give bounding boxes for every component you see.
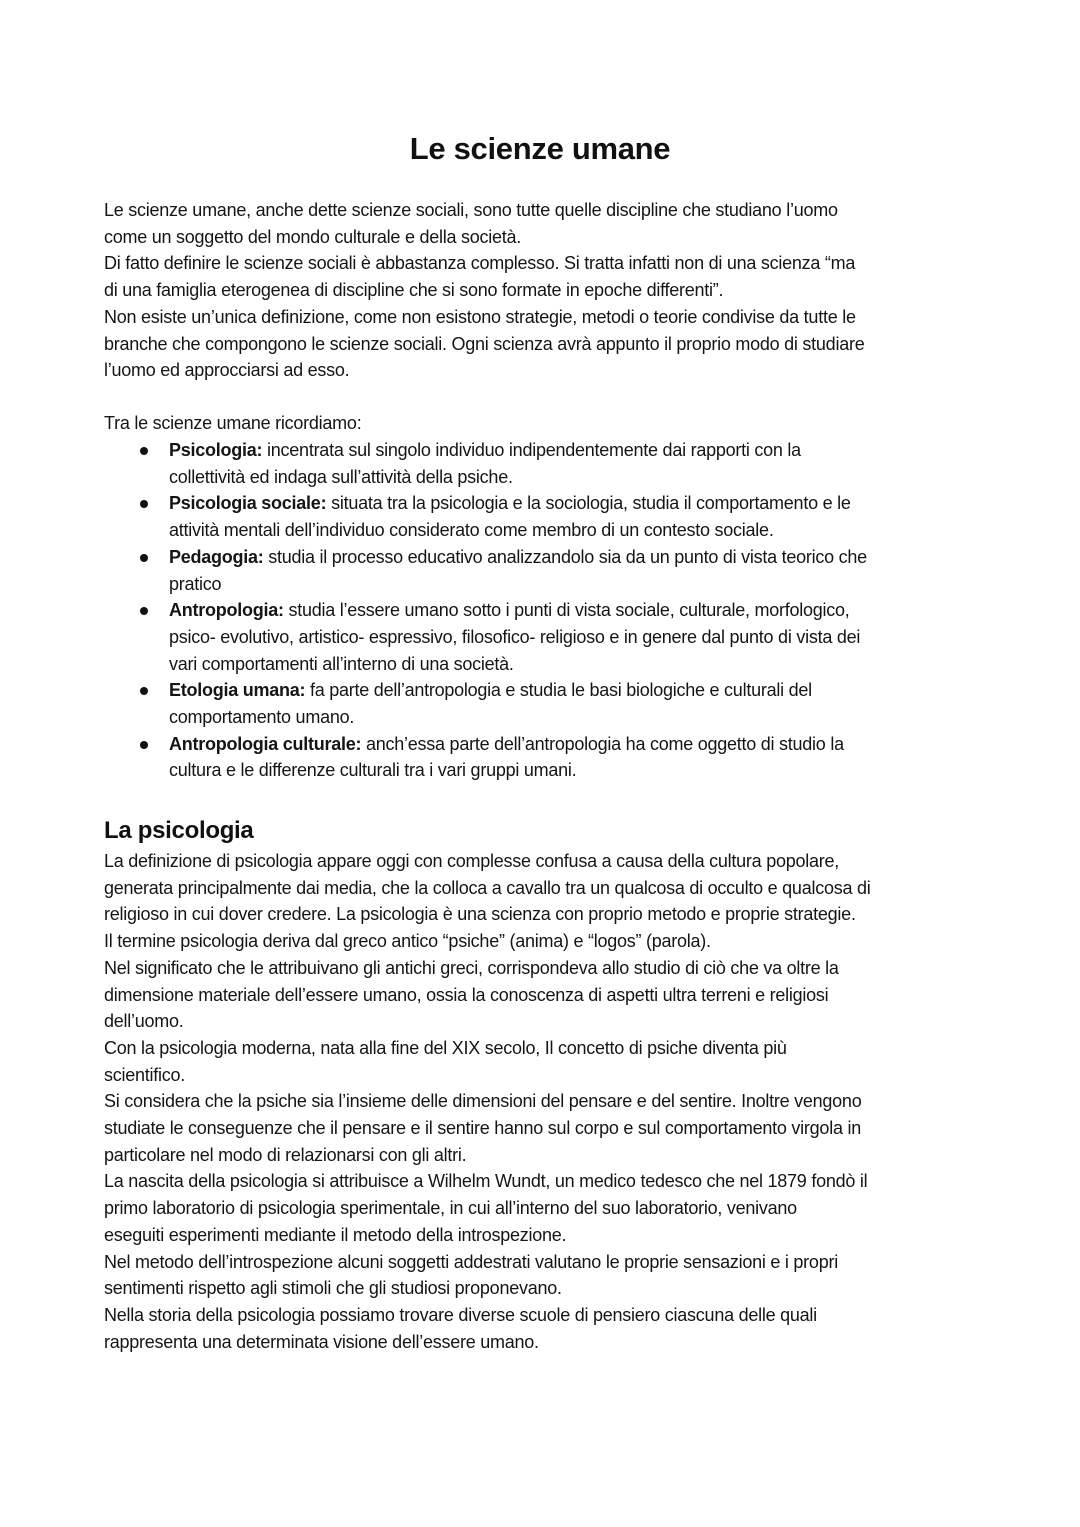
bullet-icon: [140, 554, 148, 562]
list-item: [104, 544, 984, 597]
text-line: Con la psicologia moderna, nata alla fine del XIX secolo, Il concetto di psiche diventa più: [104, 1037, 787, 1058]
text-line: dimensione materiale dell’essere umano, ossia la conoscenza di aspetti ultra terreni e religiosi: [104, 984, 829, 1005]
definition-text: pratico: [169, 573, 222, 594]
bullet-icon: [140, 607, 148, 615]
text-line: religioso in cui dover credere. La psicologia è una scienza con proprio metodo e proprie strategie.: [104, 904, 856, 925]
text-line: La definizione di psicologia appare oggi con complesse confusa a causa della cultura popolare,: [104, 851, 839, 871]
disciplines-list: [104, 437, 984, 784]
list-item: [104, 677, 984, 730]
text-line: l’uomo ed approcciarsi ad esso.: [104, 360, 350, 381]
bullet-icon: [140, 500, 148, 508]
bullet-icon: [140, 687, 148, 695]
list-item: [104, 731, 984, 784]
definition-text: attività mentali dell’individuo considerato come membro di un contesto sociale.: [169, 520, 774, 541]
text-line: Nel metodo dell’introspezione alcuni soggetti addestrati valutano le proprie sensazioni e i propri: [104, 1251, 838, 1272]
definition-text: fa parte dell’antropologia e studia le basi biologiche e culturali del: [305, 680, 812, 701]
list-item: [104, 597, 984, 677]
text-line: Non esiste un’unica definizione, come non esistono strategie, metodi o teorie condivise da tutte le: [104, 306, 856, 327]
definition-text: incentrata sul singolo individuo indipendentemente dai rapporti con la: [262, 440, 801, 460]
text-line: scientifico.: [104, 1064, 186, 1085]
text-line: Le scienze umane, anche dette scienze sociali, sono tutte quelle discipline che studiano l’uomo: [104, 200, 838, 220]
text-line: Si considera che la psiche sia l’insieme delle dimensioni del pensare e del sentire. Inoltre vengono: [104, 1091, 862, 1112]
list-intro: [104, 410, 984, 437]
term-label: Etologia umana:: [169, 680, 306, 701]
text-line: Il termine psicologia deriva dal greco antico “psiche” (anima) e “logos” (parola).: [104, 931, 711, 952]
definition-text: vari comportamenti all’interno di una società.: [169, 653, 514, 674]
text-line: particolare nel modo di relazionarsi con gli altri.: [104, 1144, 467, 1165]
bullet-icon: [140, 447, 148, 455]
text-line: La nascita della psicologia si attribuisce a Wilhelm Wundt, un medico tedesco che nel 1879 fondò il: [104, 1171, 868, 1192]
term-label: Psicologia:: [169, 440, 263, 460]
text-line: rappresenta una determinata visione dell’essere umano.: [104, 1331, 539, 1352]
text-line: sentimenti rispetto agli stimoli che gli studiosi proponevano.: [104, 1278, 562, 1299]
text-line: branche che compongono le scienze sociali. Ogni scienza avrà appunto il proprio modo di studiare: [104, 333, 865, 354]
definition-text: studia il processo educativo analizzandolo sia da un punto di vista teorico che: [263, 546, 867, 567]
text-line: generata principalmente dai media, che la colloca a cavallo tra un qualcosa di occulto e qualcosa di: [104, 877, 871, 898]
text-line: dell’uomo.: [104, 1011, 184, 1032]
text-line: Tra le scienze umane ricordiamo:: [104, 413, 362, 433]
definition-text: cultura e le differenze culturali tra i vari gruppi umani.: [169, 760, 577, 781]
text-line: primo laboratorio di psicologia sperimentale, in cui all’interno del suo laboratorio, venivano: [104, 1198, 797, 1219]
definition-text: anch’essa parte dell’antropologia ha come oggetto di studio la: [361, 733, 844, 754]
term-label: Pedagogia:: [169, 546, 264, 567]
list-item: [104, 437, 984, 490]
intro-paragraph: [104, 197, 984, 384]
text-line: Di fatto definire le scienze sociali è abbastanza complesso. Si tratta infatti non di una scienza “ma: [104, 253, 856, 274]
definition-text: situata tra la psicologia e la sociologia, studia il comportamento e le: [326, 493, 851, 514]
text-line: di una famiglia eterogenea di discipline che si sono formate in epoche differenti”.: [104, 280, 724, 301]
text-line: Nella storia della psicologia possiamo trovare diverse scuole di pensiero ciascuna delle quali: [104, 1304, 817, 1325]
text-line: Nel significato che le attribuivano gli antichi greci, corrispondeva allo studio di ciò che va oltre la: [104, 957, 839, 978]
section-heading: La psicologia: [104, 817, 254, 844]
text-line: come un soggetto del mondo culturale e della società.: [104, 226, 522, 247]
term-label: Antropologia:: [169, 600, 284, 621]
definition-text: psico- evolutivo, artistico- espressivo, filosofico- religioso e in genere dal punto di vista dei: [169, 626, 861, 647]
term-label: Psicologia sociale:: [169, 493, 327, 514]
text-line: eseguiti esperimenti mediante il metodo della introspezione.: [104, 1224, 567, 1245]
text-line: studiate le conseguenze che il pensare e il sentire hanno sul corpo e sul comportamento virgola in: [104, 1118, 861, 1139]
list-item: [104, 490, 984, 543]
term-label: Antropologia culturale:: [169, 733, 362, 754]
definition-text: comportamento umano.: [169, 707, 355, 728]
page-title: Le scienze umane: [409, 131, 671, 166]
definition-text: studia l’essere umano sotto i punti di vista sociale, culturale, morfologico,: [283, 600, 850, 621]
bullet-icon: [140, 741, 148, 749]
definition-text: collettività ed indaga sull’attività della psiche.: [169, 466, 513, 487]
psicologia-paragraph: [104, 848, 984, 1355]
